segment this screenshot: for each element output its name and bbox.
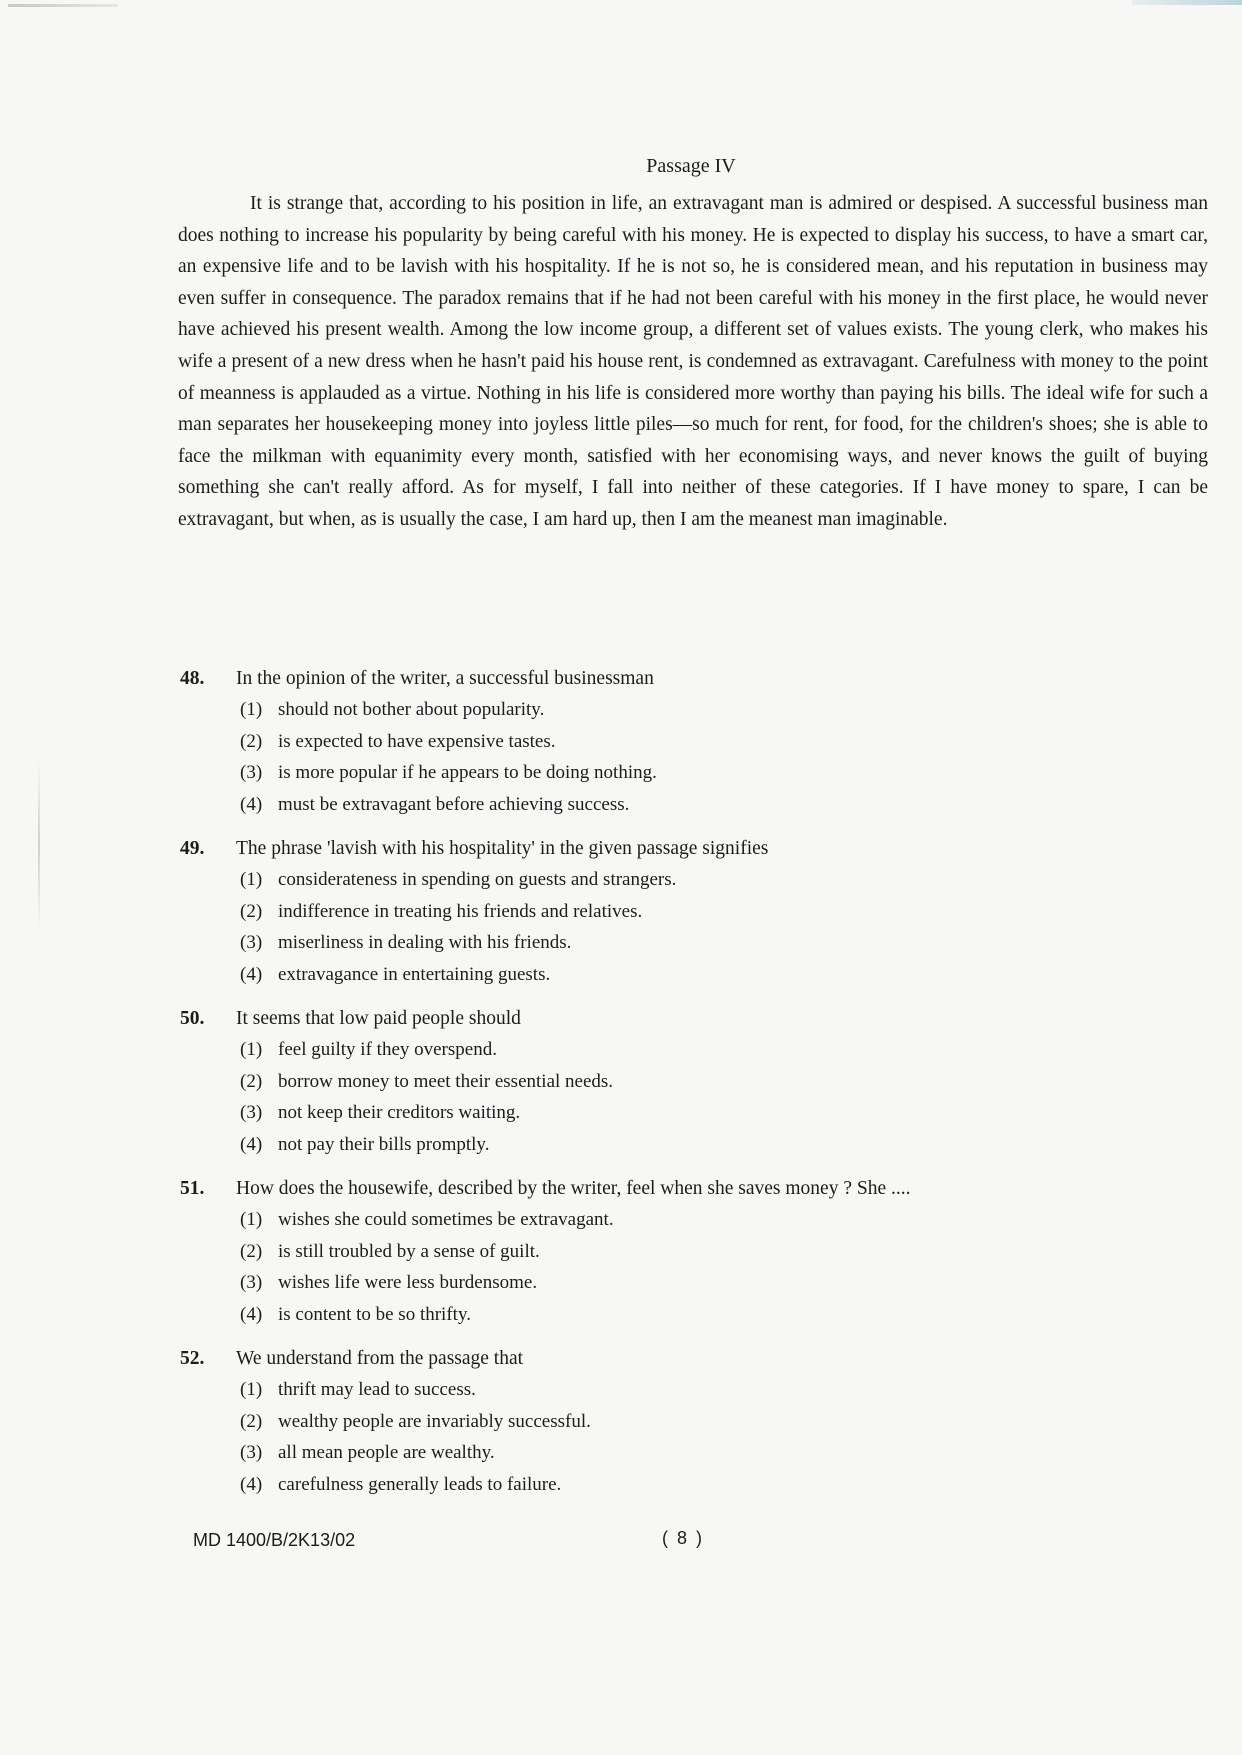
option-list	[180, 864, 1180, 990]
option	[240, 1034, 1180, 1066]
option-text: is content to be so thrifty.	[278, 1303, 471, 1325]
option-number: (4)	[240, 1303, 263, 1325]
option	[240, 1066, 1180, 1098]
option-text: carefulness generally leads to failure.	[278, 1473, 562, 1495]
option	[240, 959, 1180, 991]
question-number: 51.	[180, 1178, 205, 1199]
option-number: (1)	[240, 869, 263, 890]
option	[240, 789, 1180, 821]
option-text: thrift may lead to success.	[278, 1379, 476, 1400]
option	[240, 1236, 1180, 1268]
scan-artifact	[1132, 0, 1242, 5]
option-number: (1)	[240, 1209, 263, 1230]
option-text: borrow money to meet their essential needs.	[278, 1070, 614, 1092]
option-text: all mean people are wealthy.	[278, 1442, 495, 1463]
option	[240, 726, 1180, 758]
option	[240, 896, 1180, 928]
scan-artifact	[38, 760, 40, 930]
option-number: (4)	[240, 963, 263, 985]
option-number: (4)	[240, 793, 263, 815]
option-list	[180, 1034, 1180, 1160]
question-text: We understand from the passage that	[236, 1348, 524, 1369]
question-number: 48.	[180, 668, 205, 689]
option	[240, 1374, 1180, 1406]
option	[240, 1267, 1180, 1299]
option-number: (3)	[240, 932, 263, 953]
option	[240, 1406, 1180, 1438]
option-text: wishes life were less burdensome.	[278, 1272, 538, 1293]
option-text: feel guilty if they overspend.	[278, 1039, 497, 1060]
option	[240, 1469, 1180, 1501]
option-list	[180, 1374, 1180, 1500]
option-number: (2)	[240, 1240, 263, 1262]
option	[240, 1437, 1180, 1469]
passage-title: Passage IV	[646, 155, 736, 177]
option	[240, 757, 1180, 789]
scan-artifact	[8, 4, 118, 7]
passage-text: It is strange that, according to his position in life, an extravagant man is admired or despised. A successful business man does nothing to increase his popularity by being careful with his money. He is expected to display his success, to have a smart car, an expensive life and to be lavish with his hospitality. If he is not so, he is considered mean, and his reputation in business may even suffer in consequence. The paradox remains that if he had not been careful with his money in the first place, he would never have achieved his present wealth. Among the low income group, a different set of values exists. The young clerk, who makes his wife a present of a new dress when he hasn't paid his house rent, is condemned as extravagant. Carefulness with money to the point of meanness is applauded as a virtue. Nothing in his life is considered more worthy than paying his bills. The ideal wife for such a man separates her housekeeping money into joyless little piles—so much for rent, for food, for the children's shoes; she is able to face the milkman with equanimity every month, satisfied with her economising ways, and never knows the guilt of buying something she can't really afford. As for myself, I fall into neither of these categories. If I have money to spare, I can be extravagant, but when, as is usually the case, I am hard up, then I am the meanest man imaginable.	[178, 193, 1208, 530]
question-text: It seems that low paid people should	[236, 1008, 521, 1029]
option-number: (2)	[240, 730, 263, 752]
option-text: wishes she could sometimes be extravagant.	[278, 1209, 614, 1230]
question-text: The phrase 'lavish with his hospitality' in the given passage signifies	[236, 838, 769, 859]
document-code: MD 1400/B/2K13/02	[193, 1530, 356, 1550]
option-text: extravagance in entertaining guests.	[278, 963, 551, 985]
option	[240, 1097, 1180, 1129]
option-list	[180, 1204, 1180, 1330]
option-number: (2)	[240, 1410, 263, 1432]
question-number: 49.	[180, 838, 205, 859]
option-number: (3)	[240, 1272, 263, 1293]
option-number: (4)	[240, 1473, 263, 1495]
option-text: wealthy people are invariably successful.	[278, 1410, 591, 1432]
question-number: 50.	[180, 1008, 205, 1029]
option-text: should not bother about popularity.	[278, 699, 545, 720]
option	[240, 1129, 1180, 1161]
option-text: is more popular if he appears to be doing nothing.	[278, 762, 657, 783]
option-text: not keep their creditors waiting.	[278, 1102, 521, 1123]
option-number: (1)	[240, 1039, 263, 1060]
option-text: not pay their bills promptly.	[278, 1133, 490, 1155]
option-number: (4)	[240, 1133, 263, 1155]
question-49	[180, 834, 1180, 990]
option-number: (3)	[240, 1102, 263, 1123]
question-52	[180, 1344, 1180, 1500]
option	[240, 864, 1180, 896]
option	[240, 927, 1180, 959]
question-list	[180, 664, 1180, 1514]
option-text: miserliness in dealing with his friends.	[278, 932, 572, 953]
question-48	[180, 664, 1180, 820]
option	[240, 1204, 1180, 1236]
option-text: considerateness in spending on guests and strangers.	[278, 869, 677, 890]
option-number: (2)	[240, 900, 263, 922]
option-number: (2)	[240, 1070, 263, 1092]
option-text: must be extravagant before achieving success.	[278, 793, 630, 815]
option-number: (3)	[240, 762, 263, 783]
option	[240, 1299, 1180, 1331]
option	[240, 694, 1180, 726]
question-51	[180, 1174, 1180, 1330]
option-text: is still troubled by a sense of guilt.	[278, 1240, 540, 1262]
option-number: (1)	[240, 699, 263, 720]
option-list	[180, 694, 1180, 820]
question-number: 52.	[180, 1348, 205, 1369]
question-text: In the opinion of the writer, a successful businessman	[236, 668, 654, 689]
page-number: ( 8 )	[662, 1528, 705, 1548]
question-50	[180, 1004, 1180, 1160]
question-text: How does the housewife, described by the writer, feel when she saves money ? She ....	[236, 1178, 911, 1199]
option-text: indifference in treating his friends and relatives.	[278, 900, 643, 922]
option-number: (1)	[240, 1379, 263, 1400]
option-text: is expected to have expensive tastes.	[278, 730, 556, 752]
option-number: (3)	[240, 1442, 263, 1463]
